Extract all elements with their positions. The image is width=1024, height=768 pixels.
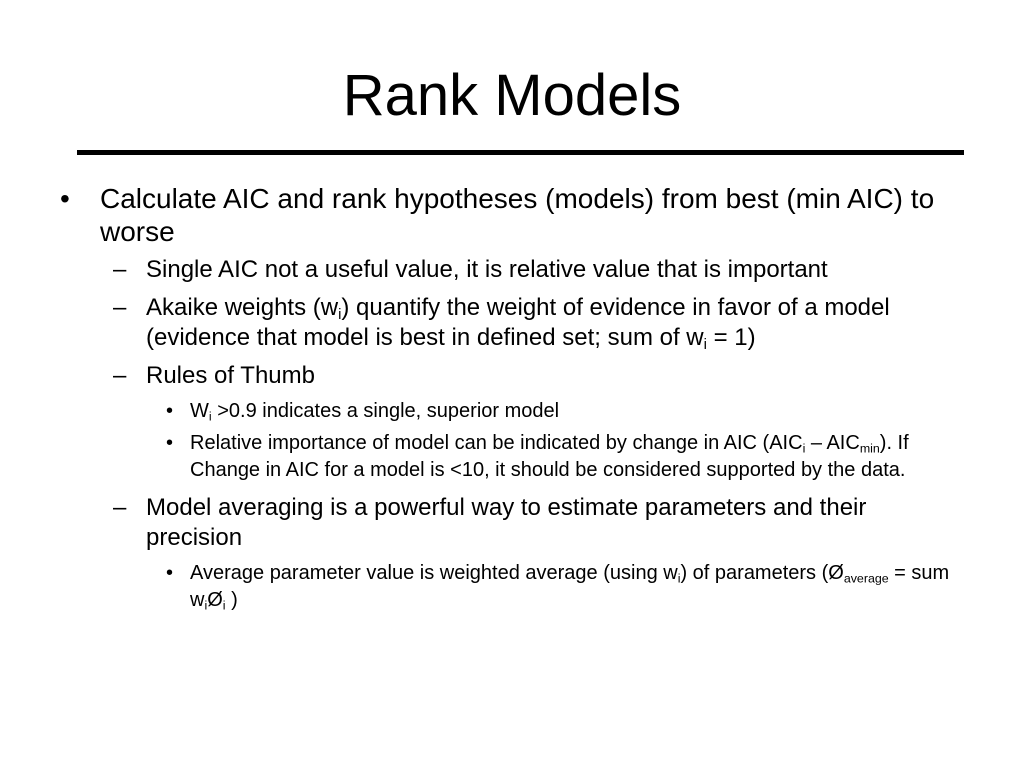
title-divider bbox=[77, 150, 964, 155]
bullet-text: Akaike weights $(w_i)$ quantify the weight of evidence in favor of a model (evidence that model is best in defined set; sum of $w_i = 1$) bbox=[146, 294, 890, 354]
list-item bbox=[0, 361, 966, 391]
slide-title: Rank Models bbox=[342, 63, 682, 128]
bullet-text: Calculate AIC and rank hypotheses (models) from best (min AIC) to worse bbox=[100, 183, 935, 247]
bullet-text: Average parameter value is weighted average (using $w_i$) of parameters ($Ø_{average}$ = sum $w_iØ_i$ ) bbox=[190, 562, 950, 613]
bullet-text: Relative importance of model can be indicated by change in AIC $(AIC_i - AIC_{min})$. If Change in AIC for a model is <10, it should be considered supported by the data. bbox=[190, 432, 909, 481]
bullet-marker: • bbox=[60, 183, 70, 214]
bullet-list bbox=[0, 182, 1024, 614]
list-item bbox=[0, 560, 950, 614]
list-item bbox=[0, 182, 960, 248]
list-item bbox=[0, 293, 966, 353]
list-item bbox=[0, 398, 950, 425]
dash-marker: – bbox=[113, 294, 127, 321]
bullet-text: Single AIC not a useful value, it is relative value that is important bbox=[146, 256, 828, 283]
bullet-marker: • bbox=[166, 562, 174, 584]
list-item bbox=[0, 493, 966, 553]
list-item bbox=[0, 430, 950, 484]
dash-marker: – bbox=[113, 494, 127, 521]
bullet-marker: • bbox=[166, 400, 174, 422]
bullet-text: Model averaging is a powerful way to estimate parameters and their precision bbox=[146, 494, 867, 551]
bullet-marker: • bbox=[166, 432, 174, 454]
list-item bbox=[0, 255, 966, 285]
bullet-text: Rules of Thumb bbox=[146, 362, 315, 389]
dash-marker: – bbox=[113, 256, 127, 283]
dash-marker: – bbox=[113, 362, 127, 389]
bullet-text: $W_i >0.9$ indicates a single, superior model bbox=[190, 400, 560, 424]
